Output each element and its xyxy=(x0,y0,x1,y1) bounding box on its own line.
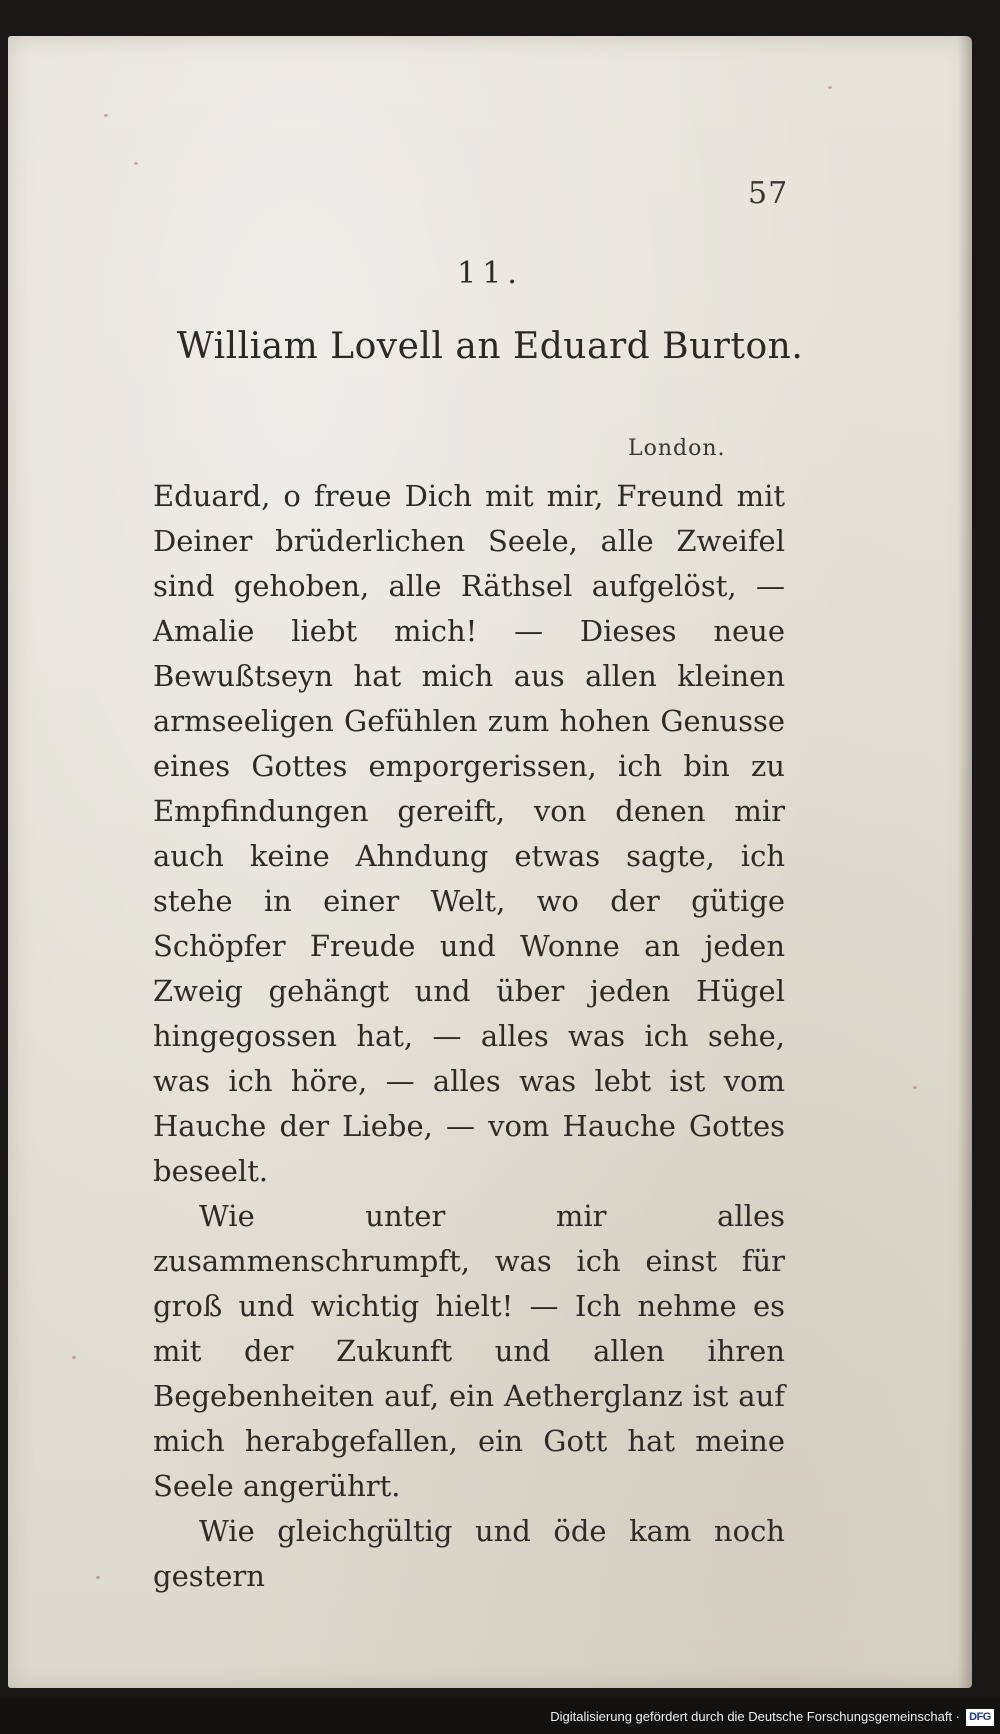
body-paragraph-3: Wie gleichgültig und öde kam noch gestern xyxy=(153,1514,785,1593)
paper-speck xyxy=(104,114,108,117)
letter-place: London. xyxy=(628,436,726,461)
paper-speck xyxy=(913,1086,917,1089)
book-page xyxy=(8,36,972,1688)
letter-heading: William Lovell an Eduard Burton. xyxy=(176,326,804,367)
body-paragraph-2: Wie unter mir alles zusammenschrumpft, was ich einst für groß und wichtig hielt! — Ich nehme es mit der Zukunft und allen ihren Begebenheiten auf, ein Aetherglanz ist auf mich herabgefallen, ein Gott hat meine Seele angerührt. xyxy=(153,1199,785,1503)
dfg-logo: DFG xyxy=(966,1709,994,1726)
body-paragraph-1: Eduard, o freue Dich mit mir, Freund mit Deiner brüderlichen Seele, alle Zweifel sind gehoben, alle Räthsel aufgelöst, — Amalie liebt mich! — Dieses neue Bewußtseyn hat mich aus allen kleinen armseeligen Gefühlen zum hohen Genusse eines Gottes emporgerissen, ich bin zu Empfindungen gereift, von denen mir auch keine Ahndung etwas sagte, ich stehe in einer Welt, wo der gütige Schöpfer Freude und Wonne an jeden Zweig gehängt und über jeden Hügel hingegossen hat, — alles was ich sehe, was ich höre, — alles was lebt ist vom Hauche der Liebe, — vom Hauche Gottes beseelt. xyxy=(153,479,785,1188)
paper-speck xyxy=(134,162,138,165)
letter-body xyxy=(153,474,785,1599)
paper-speck xyxy=(96,1576,100,1579)
page-number: 57 xyxy=(748,176,789,211)
funding-credit: Digitalisierung gefördert durch die Deutsche Forschungsgemeinschaft · xyxy=(550,1709,960,1724)
paper-speck xyxy=(828,86,832,89)
letter-number: 11. xyxy=(457,256,523,291)
paper-speck xyxy=(72,1356,76,1359)
digitization-footer xyxy=(0,1698,1000,1734)
